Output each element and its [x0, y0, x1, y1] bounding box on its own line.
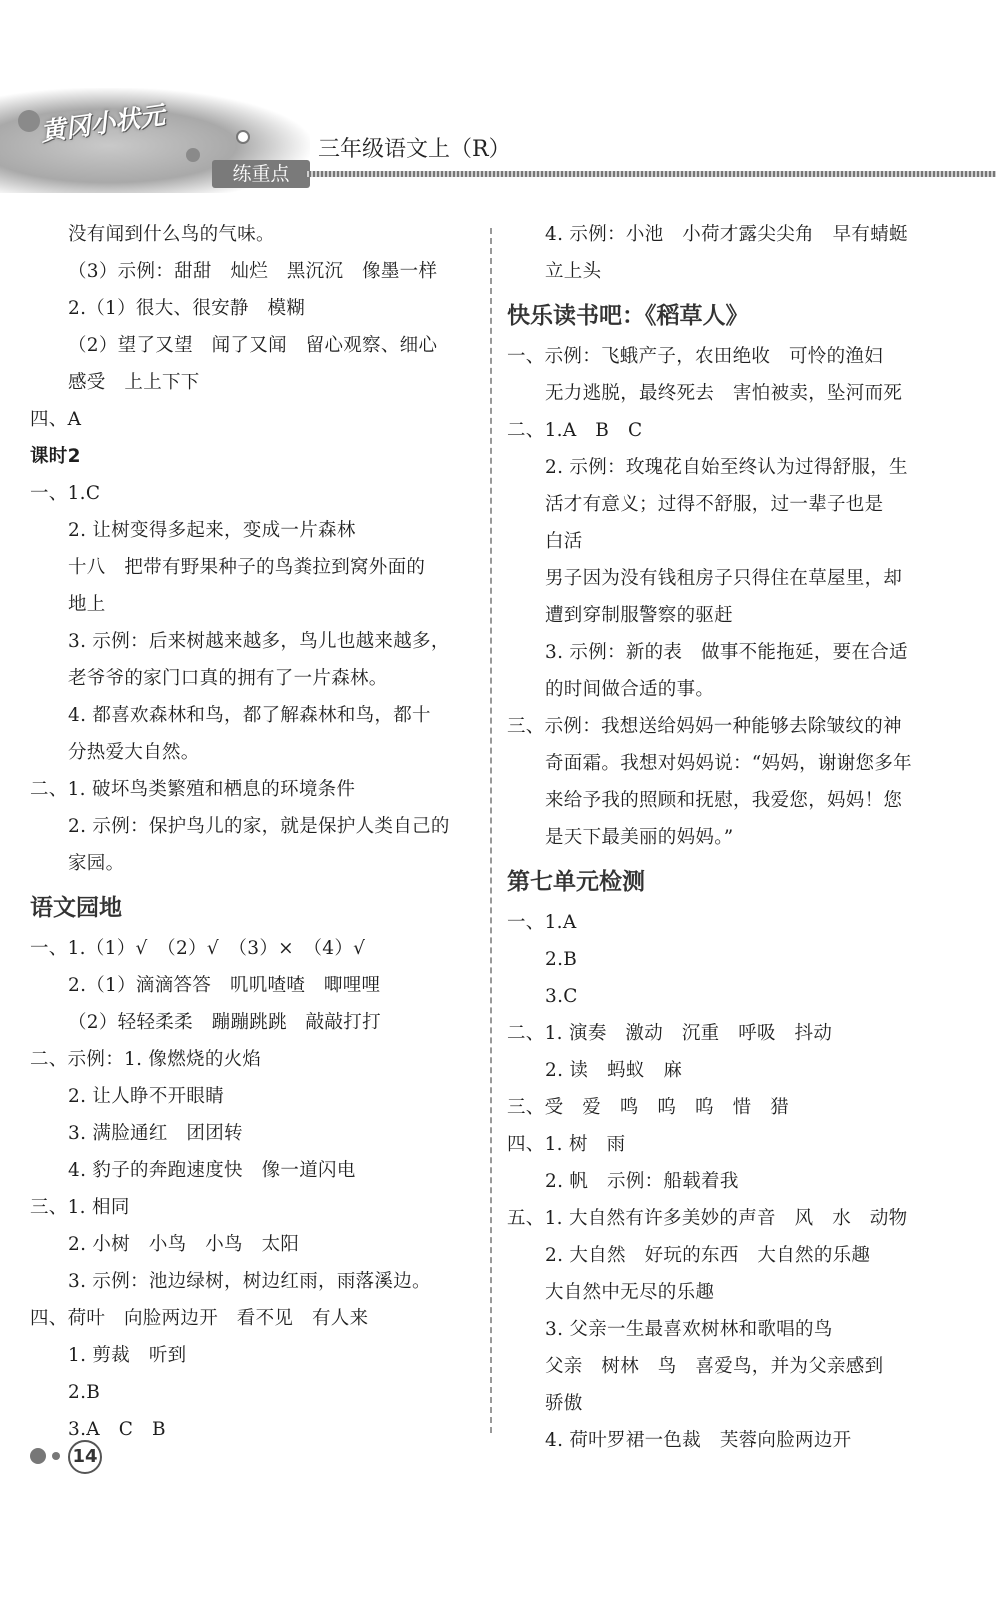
answer-line: 一、示例：飞蛾产子，农田绝收 可怜的渔妇 [507, 346, 884, 367]
answer-line: 4. 都喜欢森林和鸟，都了解森林和鸟，都十 [68, 705, 431, 726]
page-header [0, 88, 996, 198]
answer-line: 二、1.A B C [507, 420, 643, 441]
answer-line: 三、1. 相同 [30, 1197, 130, 1218]
section-heading: 快乐读书吧：《稻草人》 [507, 303, 749, 329]
answer-line: 四、荷叶 向脸两边开 看不见 有人来 [30, 1308, 369, 1329]
answer-line: 2.（1）滴滴答答 叽叽喳喳 唧哩哩 [68, 975, 381, 996]
header-rule [305, 171, 996, 177]
answer-line: 4. 荷叶罗裙一色裁 芙蓉向脸两边开 [545, 1430, 852, 1451]
answer-line: 1. 剪裁 听到 [68, 1345, 187, 1366]
answer-line: 2. 读 蚂蚁 麻 [545, 1060, 683, 1081]
answer-line: 来给予我的照顾和抚慰，我爱您，妈妈！您 [545, 790, 903, 811]
answer-line: 2. 示例：保护鸟儿的家，就是保护人类自己的 [68, 816, 450, 837]
answer-line: 骄傲 [545, 1393, 583, 1414]
answer-line: 五、1. 大自然有许多美妙的声音 风 水 动物 [507, 1208, 908, 1229]
series-logo [0, 88, 310, 193]
answer-line: 二、1. 演奏 激动 沉重 呼吸 抖动 [507, 1023, 833, 1044]
footer-dot [52, 1452, 60, 1460]
answer-line: 白活 [545, 531, 583, 552]
answer-line: 3. 示例：池边绿树，树边红雨，雨落溪边。 [68, 1271, 431, 1292]
answer-line: 4. 示例：小池 小荷才露尖尖角 早有蜻蜓 [545, 224, 908, 245]
answer-line: 二、示例：1. 像燃烧的火焰 [30, 1049, 262, 1070]
answer-line: 2. 示例：玫瑰花自始至终认为过得舒服，生 [545, 457, 908, 478]
right-column [507, 216, 962, 1459]
answer-line: 大自然中无尽的乐趣 [545, 1282, 715, 1303]
answer-line: 三、受 爱 鸣 呜 呜 惜 猎 [507, 1097, 790, 1118]
answer-line: 地上 [68, 594, 106, 615]
answer-line: 2.B [545, 949, 578, 970]
answer-line: 感受 上上下下 [68, 372, 200, 393]
logo-subtitle: 练重点 [212, 160, 310, 188]
answer-line: 2. 小树 小鸟 小鸟 太阳 [68, 1234, 300, 1255]
answer-line: 立上头 [545, 261, 602, 282]
answer-line: 3. 父亲一生最喜欢树林和歌唱的鸟 [545, 1319, 833, 1340]
answer-line: 4. 豹子的奔跑速度快 像一道闪电 [68, 1160, 356, 1181]
answer-line: 老爷爷的家门口真的拥有了一片森林。 [68, 668, 388, 689]
page-number: 14 [68, 1440, 102, 1474]
answer-line: 是天下最美丽的妈妈。” [545, 827, 734, 848]
answer-line: 三、示例：我想送给妈妈一种能够去除皱纹的神 [507, 716, 902, 737]
answer-line: （2）轻轻柔柔 蹦蹦跳跳 敲敲打打 [68, 1012, 381, 1033]
logo-title: 黄冈小状元 [38, 100, 167, 147]
answer-line: 一、1.A [507, 912, 577, 933]
answer-line: 2. 让树变得多起来，变成一片森林 [68, 520, 356, 541]
answer-line: 家园。 [68, 853, 125, 874]
answer-line: 的时间做合适的事。 [545, 679, 715, 700]
answer-line: 无力逃脱，最终死去 害怕被卖，坠河而死 [545, 383, 903, 404]
section-heading: 语文园地 [30, 895, 122, 921]
logo-bubble [18, 110, 40, 132]
answer-line: 3. 示例：新的表 做事不能拖延，要在合适 [545, 642, 908, 663]
page-title: 三年级语文上（R） [318, 137, 511, 162]
answer-line: 3.C [545, 986, 578, 1007]
section-heading: 第七单元检测 [507, 869, 645, 895]
answer-line: 2.B [68, 1382, 101, 1403]
answer-line: 一、1.C [30, 483, 101, 504]
answer-line: （3）示例：甜甜 灿烂 黑沉沉 像墨一样 [68, 261, 438, 282]
answer-line: 没有闻到什么鸟的气味。 [68, 224, 275, 245]
answer-line: 男子因为没有钱租房子只得住在草屋里，却 [545, 568, 903, 589]
answer-line: 2.（1）很大、很安静 模糊 [68, 298, 306, 319]
answer-line: 二、1. 破坏鸟类繁殖和栖息的环境条件 [30, 779, 356, 800]
footer-dot [30, 1448, 46, 1464]
left-column [30, 216, 485, 1448]
answer-line: 活才有意义；过得不舒服，过一辈子也是 [545, 494, 884, 515]
answer-line: 3.A C B [68, 1419, 166, 1440]
logo-bubble [186, 148, 200, 162]
answer-line: （2）望了又望 闻了又闻 留心观察、细心 [68, 335, 438, 356]
answer-line: 遭到穿制服警察的驱赶 [545, 605, 734, 626]
answer-line: 十八 把带有野果种子的鸟粪拉到窝外面的 [68, 557, 426, 578]
answer-line: 2. 帆 示例：船载着我 [545, 1171, 739, 1192]
answer-line: 2. 让人睁不开眼睛 [68, 1086, 225, 1107]
answer-line: 一、1.（1）√ （2）√ （3）× （4）√ [30, 938, 366, 959]
answer-line: 3. 满脸通红 团团转 [68, 1123, 243, 1144]
answer-line: 奇面霜。我想对妈妈说：“妈妈，谢谢您多年 [545, 753, 912, 774]
logo-bubble [236, 130, 250, 144]
answer-line: 分热爱大自然。 [68, 742, 200, 763]
answer-line: 2. 大自然 好玩的东西 大自然的乐趣 [545, 1245, 871, 1266]
column-divider [490, 228, 492, 1433]
answer-line: 父亲 树林 鸟 喜爱鸟，并为父亲感到 [545, 1356, 884, 1377]
lesson-subheading: 课时2 [30, 446, 81, 467]
answer-line: 四、A [30, 409, 82, 430]
answer-line: 四、1. 树 雨 [507, 1134, 626, 1155]
answer-line: 3. 示例：后来树越来越多，鸟儿也越来越多， [68, 631, 450, 652]
